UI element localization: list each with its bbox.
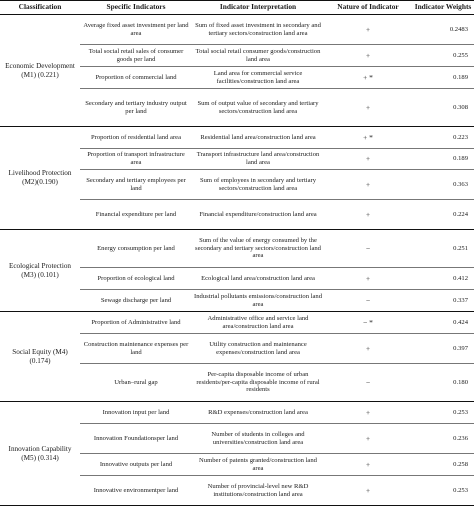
indicator-name: Innovative environmentper land [80, 476, 192, 506]
header-classification: Classification [0, 1, 80, 15]
indicator-interpretation: Land area for commercial service facilities/construction land area [192, 67, 324, 89]
indicator-interpretation: Per-capita disposable income of urban residents/per-capita disposable income of rural residents [192, 364, 324, 402]
indicator-interpretation: Sum of the value of energy consumed by the secondary and tertiary sectors/construction land area [192, 230, 324, 268]
indicator-name: Innovation Foundationsper land [80, 424, 192, 454]
indicator-weight: 0.412 [412, 268, 474, 290]
indicator-weight: 0.424 [412, 312, 474, 334]
indicator-name: Construction maintenance expenses per land [80, 334, 192, 364]
indicator-weight: 0.308 [412, 89, 474, 127]
indicator-nature: + [324, 89, 412, 127]
indicator-weight: 0.189 [412, 149, 474, 170]
indicator-weight: 0.258 [412, 454, 474, 476]
table-row [0, 230, 474, 268]
indicator-weight: 0.2483 [412, 15, 474, 45]
indicator-name: Secondary and tertiary industry output per land [80, 89, 192, 127]
indicator-nature: + [324, 454, 412, 476]
indicator-nature: + [324, 45, 412, 67]
indicator-weight: 0.189 [412, 67, 474, 89]
classification-livelihood-protection: Livelihood Protection (M2)(0.190) [0, 127, 80, 230]
indicator-name: Innovation input per land [80, 402, 192, 424]
indicator-name: Proportion of transport infrastructure area [80, 149, 192, 170]
indicator-nature: + [324, 476, 412, 506]
indicator-nature: + [324, 149, 412, 170]
indicator-weight: 0.224 [412, 200, 474, 230]
indicator-weight: 0.363 [412, 170, 474, 200]
indicator-interpretation: Administrative office and service land area/construction land area [192, 312, 324, 334]
table-row [0, 127, 474, 149]
indicator-weight: 0.236 [412, 424, 474, 454]
indicator-name: Proportion of commercial land [80, 67, 192, 89]
indicator-interpretation: Sum of employees in secondary and tertiary sectors/construction land area [192, 170, 324, 200]
indicator-weight: 0.255 [412, 45, 474, 67]
classification-economic-development: Economic Development (M1) (0.221) [0, 15, 80, 127]
indicator-name: Proportion of residential land area [80, 127, 192, 149]
indicator-interpretation: Ecological land area/construction land area [192, 268, 324, 290]
indicator-interpretation: Number of students in colleges and universities/construction land area [192, 424, 324, 454]
indicator-nature: + [324, 424, 412, 454]
header-specific-indicators: Specific Indicators [80, 1, 192, 15]
table-row [0, 312, 474, 334]
indicator-name: Sewage discharge per land [80, 290, 192, 312]
indicator-interpretation: Financial expenditure/construction land area [192, 200, 324, 230]
indicator-nature: + * [324, 127, 412, 149]
indicator-name: Secondary and tertiary employees per land [80, 170, 192, 200]
header-indicator-weights: Indicator Weights [412, 1, 474, 15]
indicator-nature: + [324, 334, 412, 364]
classification-ecological-protection: Ecological Protection (M3) (0.101) [0, 230, 80, 312]
indicator-name: Average fixed asset investment per land area [80, 15, 192, 45]
indicator-interpretation: Residential land area/construction land area [192, 127, 324, 149]
indicator-name: Financial expenditure per land [80, 200, 192, 230]
table-row [0, 402, 474, 424]
indicator-weight: 0.397 [412, 334, 474, 364]
indicator-interpretation: Sum of output value of secondary and tertiary sectors/construction land area [192, 89, 324, 127]
indicator-nature: + [324, 200, 412, 230]
indicator-nature: − [324, 290, 412, 312]
indicator-interpretation: Sum of fixed asset investment in secondary and tertiary sectors/construction land area [192, 15, 324, 45]
header-nature-of-indicator: Nature of Indicator [324, 1, 412, 15]
indicator-name: Total social retail sales of consumer goods per land [80, 45, 192, 67]
indicator-interpretation: Utility construction and maintenance expenses/construction land area [192, 334, 324, 364]
header-indicator-interpretation: Indicator Interpretation [192, 1, 324, 15]
indicator-nature: − [324, 230, 412, 268]
classification-innovation-capability: Innovation Capability (M5) (0.314) [0, 402, 80, 506]
indicator-interpretation: Total social retail consumer goods/construction land area [192, 45, 324, 67]
indicator-name: Urban–rural gap [80, 364, 192, 402]
indicator-weight: 0.180 [412, 364, 474, 402]
indicator-nature: − * [324, 312, 412, 334]
indicator-name: Innovative outputs per land [80, 454, 192, 476]
indicator-name: Proportion of Administrative land [80, 312, 192, 334]
indicator-nature: + [324, 15, 412, 45]
indicator-weight: 0.253 [412, 476, 474, 506]
indicator-interpretation: Number of patents granted/construction land area [192, 454, 324, 476]
indicator-nature: + [324, 170, 412, 200]
indicator-name: Energy consumption per land [80, 230, 192, 268]
indicator-nature: + [324, 402, 412, 424]
table-header-row [0, 1, 474, 15]
indicator-interpretation: R&D expenses/construction land area [192, 402, 324, 424]
indicator-weight: 0.251 [412, 230, 474, 268]
indicator-nature: − [324, 364, 412, 402]
indicator-weight: 0.223 [412, 127, 474, 149]
indicator-interpretation: Transport infrastructure land area/construction land area [192, 149, 324, 170]
indicator-weight: 0.337 [412, 290, 474, 312]
indicator-interpretation: Number of provincial-level new R&D institutions/construction land area [192, 476, 324, 506]
indicator-name: Proportion of ecological land [80, 268, 192, 290]
indicator-weight: 0.253 [412, 402, 474, 424]
indicator-nature: + * [324, 67, 412, 89]
indicator-nature: + [324, 268, 412, 290]
table-row [0, 15, 474, 45]
indicator-interpretation: Industrial pollutants emissions/construction land area [192, 290, 324, 312]
classification-social-equity: Social Equity (M4) (0.174) [0, 312, 80, 402]
